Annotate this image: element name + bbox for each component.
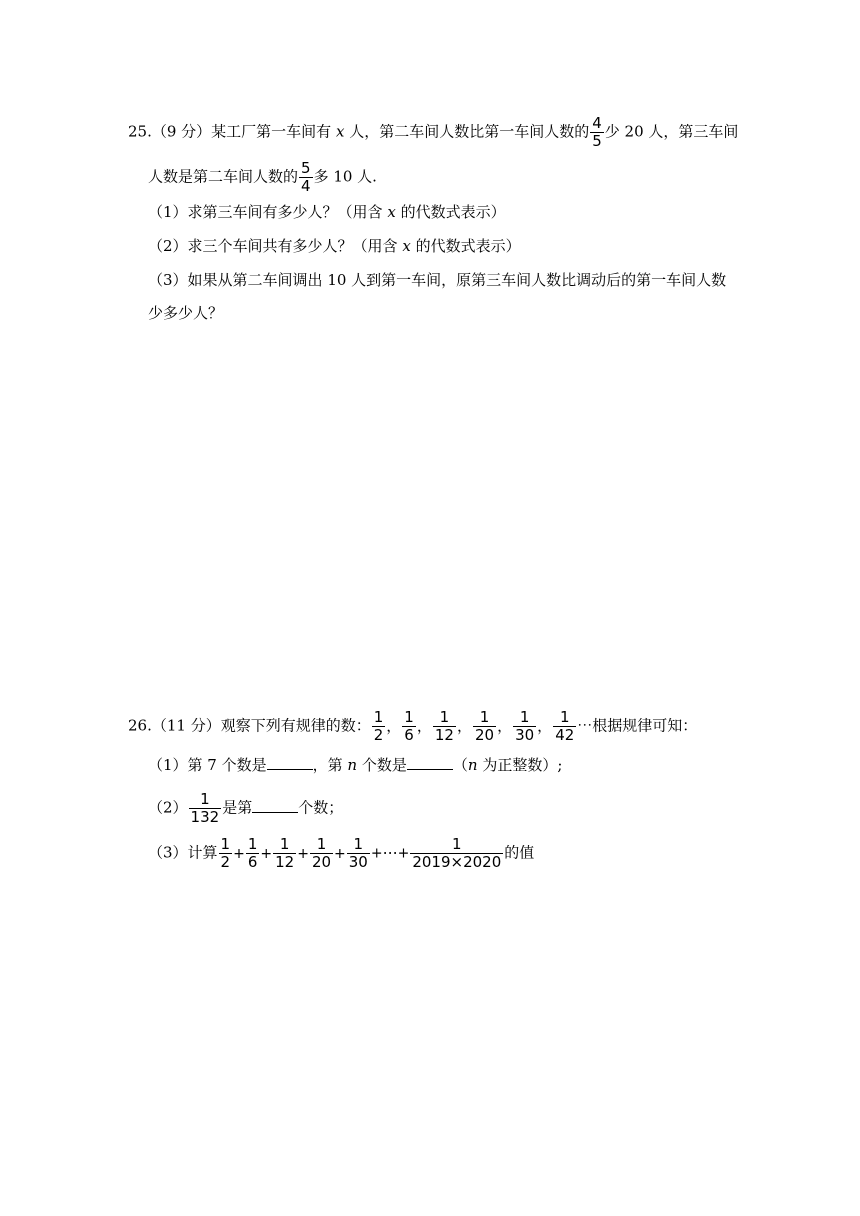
fraction-denominator: 20: [311, 853, 332, 871]
q25-sub-3-continued: [148, 303, 223, 323]
separator: ，: [537, 716, 553, 735]
fraction-denominator: 2019×2020: [412, 853, 502, 871]
q25-sub-3: [148, 270, 726, 290]
fraction-denominator: 132: [190, 808, 220, 826]
fraction-denominator: 12: [434, 726, 454, 744]
sum-term-3: [273, 836, 296, 871]
fraction-last-term: [410, 836, 503, 871]
q26-score: （11 分）: [151, 716, 221, 735]
separator: ，: [497, 716, 513, 735]
plus-sign: +: [297, 845, 309, 862]
sum-term-2: [246, 836, 260, 871]
fraction-numerator: 1: [220, 835, 231, 853]
separator: ，: [416, 716, 432, 735]
variable-n: n: [347, 756, 358, 774]
q26-text: 根据规律可知：: [592, 716, 698, 735]
ellipsis: ⋯: [382, 843, 398, 862]
plus-sign: +: [397, 845, 410, 862]
q25-text: 少多少人？: [148, 304, 224, 322]
sequence: [371, 708, 578, 744]
fraction-denominator: 4: [301, 177, 311, 195]
q25-text: 人，第二车间人数比第一车间人数的: [349, 122, 590, 141]
q25-text: 的代数式表示）: [415, 237, 521, 255]
fraction-denominator: 30: [515, 726, 535, 744]
variable-x: x: [402, 237, 411, 255]
fraction-denominator: 6: [404, 726, 414, 744]
fraction-numerator: 1: [404, 708, 414, 726]
fraction-denominator: 5: [592, 132, 602, 150]
q26-text: 是第: [222, 798, 253, 817]
fraction-numerator: 1: [452, 835, 462, 853]
fraction-denominator: 2: [373, 726, 384, 744]
fraction-numerator: 1: [316, 835, 327, 853]
plus-sign: +: [370, 845, 383, 862]
sum-term-5: [347, 836, 370, 871]
q25-text: 的代数式表示）: [400, 203, 506, 221]
fraction-numerator: 1: [373, 708, 384, 726]
fraction-numerator: 1: [353, 835, 364, 853]
sequence-fraction-1: [372, 709, 386, 744]
q25-text: （3）如果从第二车间调出 10 人到第一车间，原第三车间人数比调动后的第一车间人数: [148, 271, 727, 289]
sequence-fraction-4: [473, 709, 496, 744]
q26-text: （2）: [148, 798, 188, 817]
q25-text: 某工厂第一车间有: [211, 122, 332, 141]
q26-text: 个数；: [298, 798, 344, 817]
fraction-numerator: 1: [200, 790, 210, 808]
q26-text: ，第: [312, 756, 343, 774]
sequence-fraction-3: [433, 709, 456, 744]
fraction-numerator: 1: [559, 708, 570, 726]
q26-sub-3: [148, 836, 534, 871]
fraction-1-132: [189, 791, 222, 826]
q26-text: 观察下列有规律的数：: [220, 716, 371, 735]
q26-sub-2: [148, 791, 343, 826]
q26-text: （3）计算: [148, 843, 218, 862]
sequence-fraction-6: [553, 709, 576, 744]
q25-text: 人数是第二车间人数的: [148, 167, 299, 186]
plus-sign: +: [260, 845, 273, 862]
fraction-denominator: 12: [275, 853, 295, 871]
answer-blank-2[interactable]: [407, 755, 453, 770]
variable-x: x: [387, 203, 396, 221]
separator: ，: [386, 716, 402, 735]
q26-text: 为正整数）;: [482, 756, 563, 774]
q25-text: 少 20 人，第三车间: [604, 122, 739, 141]
sum-term-1: [219, 836, 233, 871]
fraction-numerator: 1: [519, 708, 530, 726]
q25-text: 多 10 人.: [313, 167, 377, 186]
q26-line-1: [128, 709, 697, 744]
q25-sub-2: [148, 236, 521, 256]
fraction-denominator: 6: [247, 853, 258, 871]
fraction-5-4: [299, 160, 313, 195]
q25-text: （2）求三个车间共有多少人？（用含: [148, 237, 398, 255]
plus-sign: +: [334, 845, 346, 862]
fraction-numerator: 1: [279, 835, 290, 853]
fraction-denominator: 20: [474, 726, 495, 744]
separator: ，: [456, 716, 472, 735]
sequence-fraction-2: [402, 709, 416, 744]
plus-sign: +: [233, 845, 245, 862]
fraction-denominator: 2: [220, 853, 231, 871]
fraction-denominator: 30: [348, 853, 368, 871]
q25-sub-1: [148, 202, 506, 222]
q26-sub-1: [148, 755, 562, 775]
q25-line-1: [128, 115, 738, 150]
q26-number: 26.: [128, 716, 152, 735]
variable-n: n: [467, 756, 478, 774]
q26-text: 个数是: [361, 756, 407, 774]
q26-text: （: [452, 756, 468, 774]
fraction-denominator: 42: [555, 726, 575, 744]
sum-expression: [218, 835, 371, 871]
fraction-numerator: 4: [592, 114, 602, 132]
ellipsis: ⋯: [577, 716, 593, 735]
answer-blank-1[interactable]: [267, 755, 313, 770]
variable-x: x: [335, 122, 345, 141]
fraction-4-5: [590, 115, 604, 150]
fraction-numerator: 1: [247, 835, 258, 853]
q25-text: （1）求第三车间有多少人？（用含: [148, 203, 383, 221]
sum-term-4: [310, 836, 333, 871]
q25-score: （9 分）: [151, 122, 212, 141]
q25-line-2: [148, 160, 377, 195]
answer-blank-3[interactable]: [252, 798, 298, 813]
fraction-numerator: 1: [439, 708, 450, 726]
q25-number: 25.: [128, 122, 152, 141]
fraction-numerator: 1: [479, 708, 490, 726]
sequence-fraction-5: [513, 709, 536, 744]
q26-text: （1）第 7 个数是: [148, 756, 267, 774]
q26-text: 的值: [504, 843, 535, 862]
fraction-numerator: 5: [301, 159, 311, 177]
